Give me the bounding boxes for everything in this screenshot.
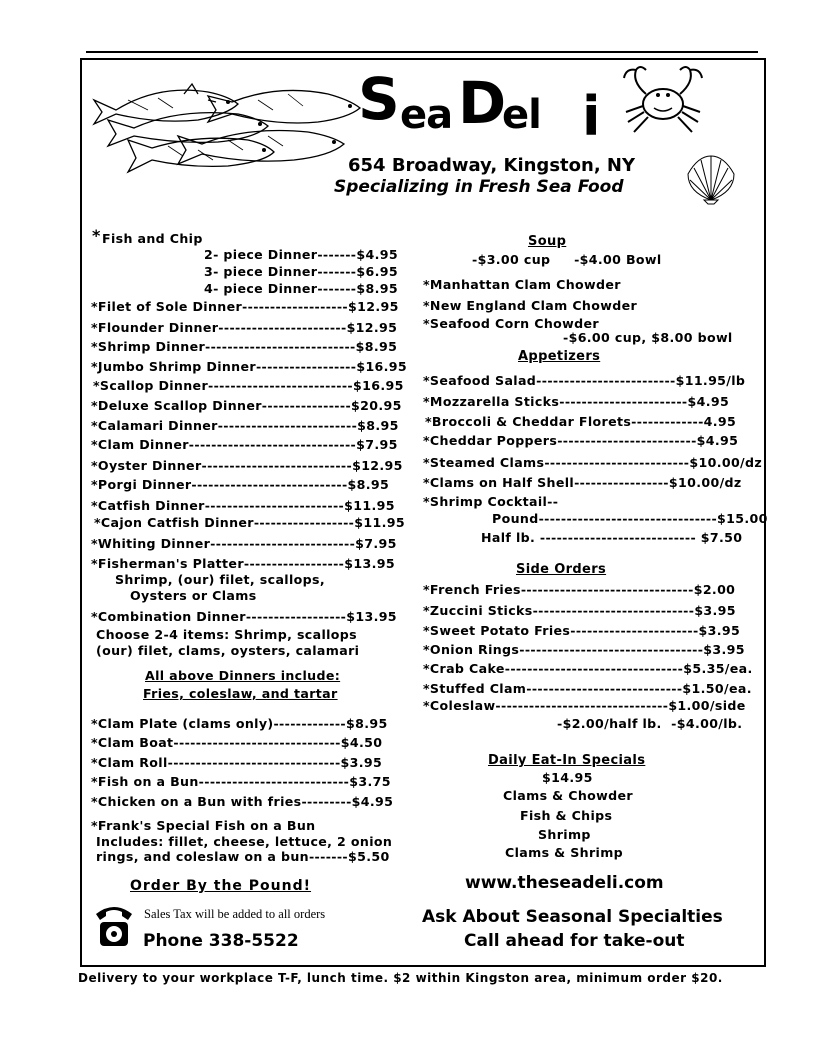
fish-chip-line: 4- piece Dinner-------$8.95 bbox=[204, 281, 398, 296]
appetizer-item: *Cheddar Poppers-------------------------$4.95 bbox=[423, 433, 739, 448]
fish-illustration bbox=[88, 80, 368, 180]
corn-chowder-price: -$6.00 cup, $8.00 bowl bbox=[563, 330, 733, 345]
menu-item: *Clam Dinner------------------------------$7.95 bbox=[91, 437, 398, 452]
special-item: Fish & Chips bbox=[520, 808, 613, 823]
side-item: *Onion Rings---------------------------------$3.95 bbox=[423, 642, 745, 657]
menu-item: *Scallop Dinner--------------------------$16.95 bbox=[93, 378, 404, 393]
website-link: www.theseadeli.com bbox=[465, 873, 664, 893]
side-item: *French Fries-------------------------------$2.00 bbox=[423, 582, 736, 597]
combination-desc: (our) filet, clams, oysters, calamari bbox=[96, 643, 360, 658]
appetizer-item: *Clams on Half Shell-----------------$10.00/dz bbox=[423, 475, 742, 490]
franks-desc: rings, and coleslaw on a bun-------$5.50 bbox=[96, 849, 390, 864]
menu-item: *Flounder Dinner-----------------------$12.95 bbox=[91, 320, 398, 335]
franks-desc: Includes: fillet, cheese, lettuce, 2 onion bbox=[96, 834, 393, 849]
fish-chip-line: 3- piece Dinner-------$6.95 bbox=[204, 264, 398, 279]
sales-tax-note: Sales Tax will be added to all orders bbox=[144, 907, 326, 921]
menu-item: *Clam Boat------------------------------$4.50 bbox=[91, 735, 383, 750]
all-above-items: Fries, coleslaw, and tartar bbox=[143, 686, 338, 701]
menu-item: *Whiting Dinner--------------------------$7.95 bbox=[91, 536, 397, 551]
special-item: $14.95 bbox=[542, 770, 593, 785]
menu-item: *Fish on a Bun---------------------------$3.75 bbox=[91, 774, 391, 789]
platter-desc: Oysters or Clams bbox=[130, 588, 257, 603]
menu-item: *Clam Plate (clams only)-------------$8.95 bbox=[91, 716, 388, 731]
combination-desc: Choose 2-4 items: Shrimp, scallops bbox=[96, 627, 358, 642]
side-item: *Coleslaw-------------------------------$1.00/side bbox=[423, 698, 746, 713]
franks-title: *Frank's Special Fish on a Bun bbox=[91, 818, 316, 833]
phone-number: Phone 338-5522 bbox=[143, 931, 299, 951]
side-item: *Crab Cake--------------------------------$5.35/ea. bbox=[423, 661, 753, 676]
shrimp-cocktail-pound: Pound--------------------------------$15.00 bbox=[492, 511, 768, 526]
appetizer-item: *Steamed Clams--------------------------$10.00/dz bbox=[423, 455, 763, 470]
logo-el: el bbox=[502, 92, 541, 138]
soup-title: Soup bbox=[528, 234, 567, 249]
tagline: Specializing in Fresh Sea Food bbox=[334, 177, 624, 197]
side-item: *Zuccini Sticks-----------------------------$3.95 bbox=[423, 603, 736, 618]
menu-item: *Oyster Dinner---------------------------$12.95 bbox=[91, 458, 403, 473]
crab-icon bbox=[618, 62, 708, 142]
shell-icon bbox=[684, 152, 738, 206]
logo-i: i bbox=[582, 85, 600, 148]
logo-d: D bbox=[458, 69, 506, 137]
fish-chip-star: * bbox=[92, 226, 101, 245]
soup-item: *New England Clam Chowder bbox=[423, 298, 638, 313]
soup-prices: -$3.00 cup -$4.00 Bowl bbox=[472, 252, 662, 267]
coleslaw-price: -$2.00/half lb. -$4.00/lb. bbox=[557, 716, 743, 731]
all-above-title: All above Dinners include: bbox=[145, 668, 341, 683]
logo-ea: ea bbox=[400, 92, 453, 138]
soup-item: *Seafood Corn Chowder bbox=[423, 316, 599, 331]
menu-item: *Chicken on a Bun with fries---------$4.95 bbox=[91, 794, 394, 809]
menu-item: *Filet of Sole Dinner-------------------$12.95 bbox=[91, 299, 399, 314]
fish-chip-line: 2- piece Dinner-------$4.95 bbox=[204, 247, 398, 262]
specials-title: Daily Eat-In Specials bbox=[488, 753, 646, 768]
side-item: *Stuffed Clam----------------------------$1.50/ea. bbox=[423, 681, 752, 696]
phone-icon bbox=[92, 900, 136, 948]
menu-item: *Clam Roll-------------------------------$3.95 bbox=[91, 755, 383, 770]
appetizers-title: Appetizers bbox=[518, 349, 601, 364]
special-item: Clams & Shrimp bbox=[505, 845, 624, 860]
shrimp-cocktail: *Shrimp Cocktail-- bbox=[423, 494, 559, 509]
menu-item: *Porgi Dinner----------------------------$8.95 bbox=[91, 477, 390, 492]
soup-item: *Manhattan Clam Chowder bbox=[423, 277, 621, 292]
menu-item: *Jumbo Shrimp Dinner------------------$16.95 bbox=[91, 359, 408, 374]
seasonal-specialties: Ask About Seasonal Specialties bbox=[422, 907, 723, 927]
menu-item: *Deluxe Scallop Dinner----------------$20.95 bbox=[91, 398, 402, 413]
menu-item: *Fisherman's Platter------------------$13.95 bbox=[91, 556, 395, 571]
side-item: *Sweet Potato Fries-----------------------$3.95 bbox=[423, 623, 741, 638]
menu-item: *Catfish Dinner-------------------------$11.95 bbox=[91, 498, 395, 513]
call-ahead: Call ahead for take-out bbox=[464, 931, 685, 951]
appetizer-item: *Seafood Salad-------------------------$11.95/lb bbox=[423, 373, 746, 388]
menu-item: *Shrimp Dinner---------------------------$8.95 bbox=[91, 339, 398, 354]
appetizer-item: *Broccoli & Cheddar Florets-------------4.95 bbox=[425, 414, 737, 429]
menu-item: *Combination Dinner------------------$13.95 bbox=[91, 609, 397, 624]
side-orders-title: Side Orders bbox=[516, 562, 607, 577]
logo-s: S bbox=[358, 65, 399, 133]
delivery-footer: Delivery to your workplace T-F, lunch time. $2 within Kingston area, minimum order $20. bbox=[78, 971, 723, 985]
menu-item: *Cajon Catfish Dinner------------------$11.95 bbox=[94, 515, 405, 530]
special-item: Shrimp bbox=[538, 827, 591, 842]
fish-chip-title: Fish and Chip bbox=[102, 231, 203, 246]
top-rule bbox=[86, 51, 758, 53]
address: 654 Broadway, Kingston, NY bbox=[348, 155, 636, 176]
special-item: Clams & Chowder bbox=[503, 788, 633, 803]
appetizer-item: *Mozzarella Sticks-----------------------$4.95 bbox=[423, 394, 730, 409]
shrimp-cocktail-half: Half lb. ---------------------------- $7.50 bbox=[481, 530, 743, 545]
order-by-pound: Order By the Pound! bbox=[130, 878, 312, 894]
menu-item: *Calamari Dinner-------------------------$8.95 bbox=[91, 418, 399, 433]
platter-desc: Shrimp, (our) filet, scallops, bbox=[115, 572, 325, 587]
